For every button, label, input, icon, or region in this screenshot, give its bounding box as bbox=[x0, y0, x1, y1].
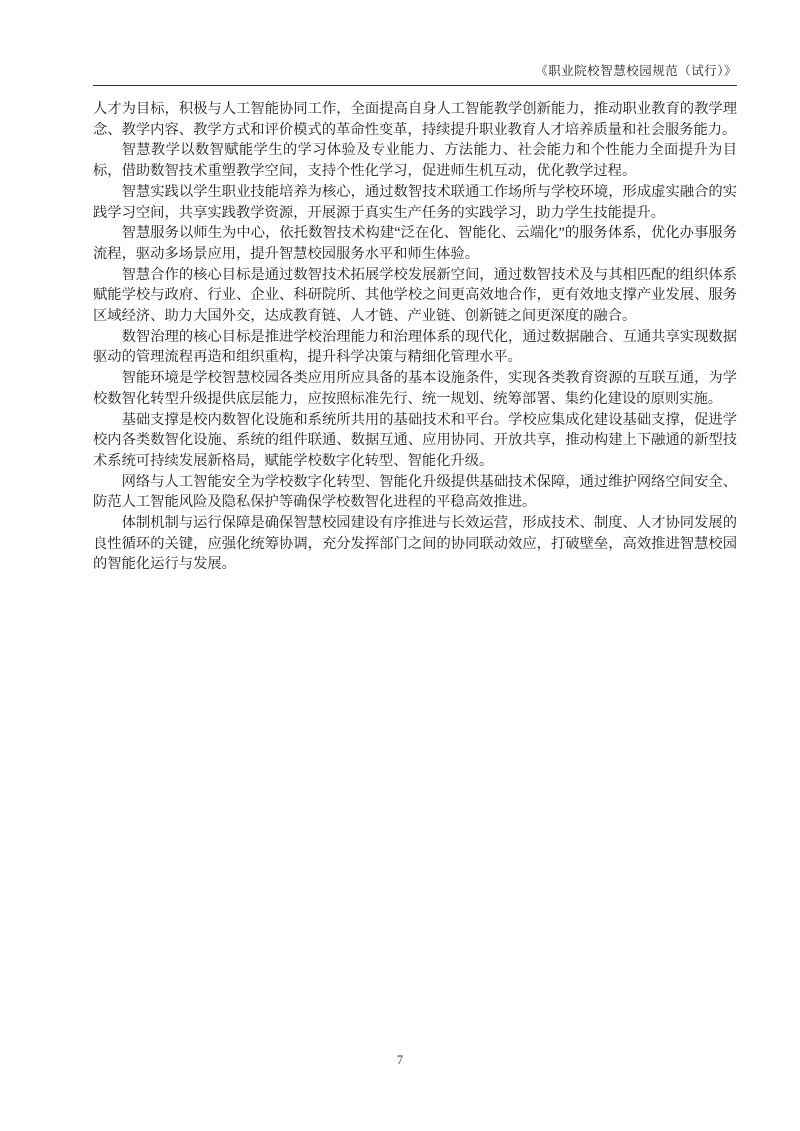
paragraph: 基础支撑是校内数智化设施和系统所共用的基础技术和平台。学校应集成化建设基础支撑，促进学校内各类数智化设施、系统的组件联通、数据互通、应用协同、开放共享，推动构建上下融通的新型技术系统可持续发展新格局，赋能学校数字化转型、智能化升级。 bbox=[93, 411, 737, 469]
paragraph: 人才为目标，积极与人工智能协同工作，全面提高自身人工智能教学创新能力，推动职业教育的教学理念、教学内容、教学方式和评价模式的革命性变革，持续提升职业教育人才培养质量和社会服务能力。 bbox=[93, 101, 737, 138]
paragraph: 智慧教学以数智赋能学生的学习体验及专业能力、方法能力、社会能力和个性能力全面提升为目标，借助数智技术重塑教学空间，支持个性化学习，促进师生机互动，优化教学过程。 bbox=[93, 142, 737, 180]
header-rule bbox=[93, 85, 737, 86]
document-body bbox=[93, 99, 737, 575]
paragraph: 智慧服务以师生为中心，依托数智技术构建“泛在化、智能化、云端化”的服务体系，优化办事服务流程，驱动多场景应用，提升智慧校园服务水平和师生体验。 bbox=[93, 225, 737, 262]
paragraph: 体制机制与运行保障是确保智慧校园建设有序推进与长效运营，形成技术、制度、人才协同发展的良性循环的关键，应强化统筹协调，充分发挥部门之间的协同联动效应，打破壁垒，高效推进智慧校园的智能化运行与发展。 bbox=[93, 515, 737, 573]
paragraph: 网络与人工智能安全为学校数字化转型、智能化升级提供基础技术保障，通过维护网络空间安全、防范人工智能风险及隐私保护等确保学校数智化进程的平稳高效推进。 bbox=[93, 473, 737, 511]
running-header-title: 《职业院校智慧校园规范（试行）》 bbox=[535, 64, 737, 78]
paragraph: 智慧实践以学生职业技能培养为核心，通过数智技术联通工作场所与学校环境，形成虚实融合的实践学习空间，共享实践教学资源，开展源于真实生产任务的实践学习，助力学生技能提升。 bbox=[93, 183, 737, 221]
page-number: 7 bbox=[396, 1053, 404, 1067]
paragraph: 智慧合作的核心目标是通过数智技术拓展学校发展新空间，通过数智技术及与其相匹配的组织体系赋能学校与政府、行业、企业、科研院所、其他学校之间更高效地合作，更有效地支撑产业发展、服务区域经济、助力大国外交，达成教育链、人才链、产业链、创新链之间更深度的融合。 bbox=[93, 266, 737, 325]
paragraph: 智能环境是学校智慧校园各类应用所应具备的基本设施条件，实现各类教育资源的互联互通，为学校数智化转型升级提供底层能力，应按照标准先行、统一规划、统筹部署、集约化建设的原则实施。 bbox=[93, 370, 737, 407]
paragraph: 数智治理的核心目标是推进学校治理能力和治理体系的现代化，通过数据融合、互通共享实现数据驱动的管理流程再造和组织重构，提升科学决策与精细化管理水平。 bbox=[93, 328, 737, 366]
